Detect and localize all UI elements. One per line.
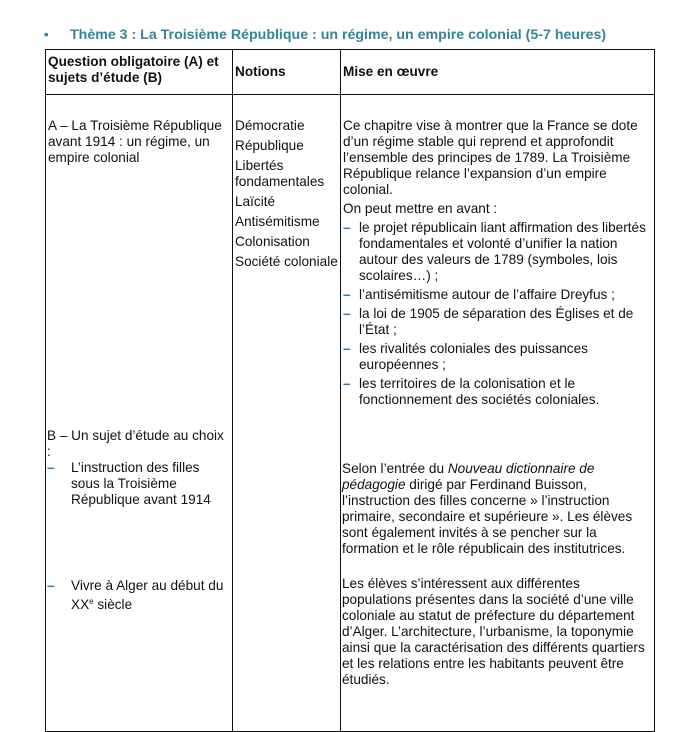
subject-alger-block [47, 578, 229, 613]
theme-title [44, 27, 606, 43]
notion-item: Libertés fondamentales [235, 158, 325, 189]
subject-filles-description: Selon l’entrée du Nouveau dictionnaire de pédagogie dirigé par Ferdinand Buisson, l’instruction des filles concerne » l’instruction primaire, secondaire et supérieure ». Les élèves sont également invités à se pencher sur la formation et le rôle républicain des institutrices. [342, 461, 633, 556]
table-header-row [46, 50, 655, 95]
dash-icon: – [343, 376, 351, 391]
bullet-icon: • [44, 27, 49, 42]
subject-b-intro: B – Un sujet d’étude au choix : [47, 428, 224, 459]
subject-item-alger: – Vivre à Alger au début du XXe siècle [47, 578, 224, 612]
dash-icon: – [343, 306, 351, 321]
list-item: – les territoires de la colonisation et le fonctionnement des sociétés coloniales. [343, 376, 600, 407]
book-title: Nouveau dictionnaire de pédagogie [342, 461, 595, 492]
dash-icon: – [47, 578, 55, 593]
dash-icon: – [343, 220, 351, 235]
question-a: A – La Troisième République avant 1914 : un régime, un empire colonial [48, 118, 222, 165]
theme-title-text: Thème 3 : La Troisième République : un régime, un empire colonial (5-7 heures) [70, 27, 607, 43]
notions-cell [233, 95, 341, 732]
question-cell [46, 95, 233, 732]
mise-points-list [343, 220, 652, 408]
subject-b-block [47, 428, 229, 508]
notion-item: Société coloniale [235, 254, 338, 269]
notion-item: République [235, 138, 304, 153]
mise-intro: Ce chapitre vise à montrer que la France se dote d’un régime stable qui reprend et approfondit l’ensemble des principes de 1789. La Troisième République relance l’expansion d’un empire colonial. [343, 118, 638, 197]
header-notions: Notions [233, 50, 341, 95]
notion-item: Antisémitisme [235, 214, 320, 229]
list-item: – la loi de 1905 de séparation des Églises et de l’État ; [343, 306, 634, 337]
header-question: Question obligatoire (A) et sujets d’étude (B) [46, 50, 233, 95]
dash-icon: – [343, 341, 351, 356]
notion-item: Colonisation [235, 234, 310, 249]
list-item: – les rivalités coloniales des puissances européennes ; [343, 341, 588, 372]
dash-icon: – [343, 287, 351, 302]
list-item: – l’antisémitisme autour de l’affaire Dreyfus ; [343, 287, 615, 302]
notion-item: Démocratie [235, 118, 305, 133]
subject-alger-description: Les élèves s’intéressent aux différentes populations présentes dans la société d’une ville coloniale au statut de préfecture du département d’Alger. L’architecture, l’urbanisme, la toponymie ainsi que la caractérisation des différents quartiers et les relations entre les habitants peuvent être étudiés. [342, 576, 645, 687]
header-mise-en-oeuvre: Mise en œuvre [341, 50, 655, 95]
notion-item: Laïcité [235, 194, 276, 209]
subject-item-filles: – L’instruction des filles sous la Troisième République avant 1914 [47, 460, 211, 507]
mise-lead: On peut mettre en avant : [343, 201, 498, 216]
list-item: – le projet républicain liant affirmation des libertés fondamentales et volonté d’unifier la nation autour des valeurs de 1789 (symboles, lois scolaires…) ; [343, 220, 646, 283]
dash-icon: – [47, 460, 55, 475]
